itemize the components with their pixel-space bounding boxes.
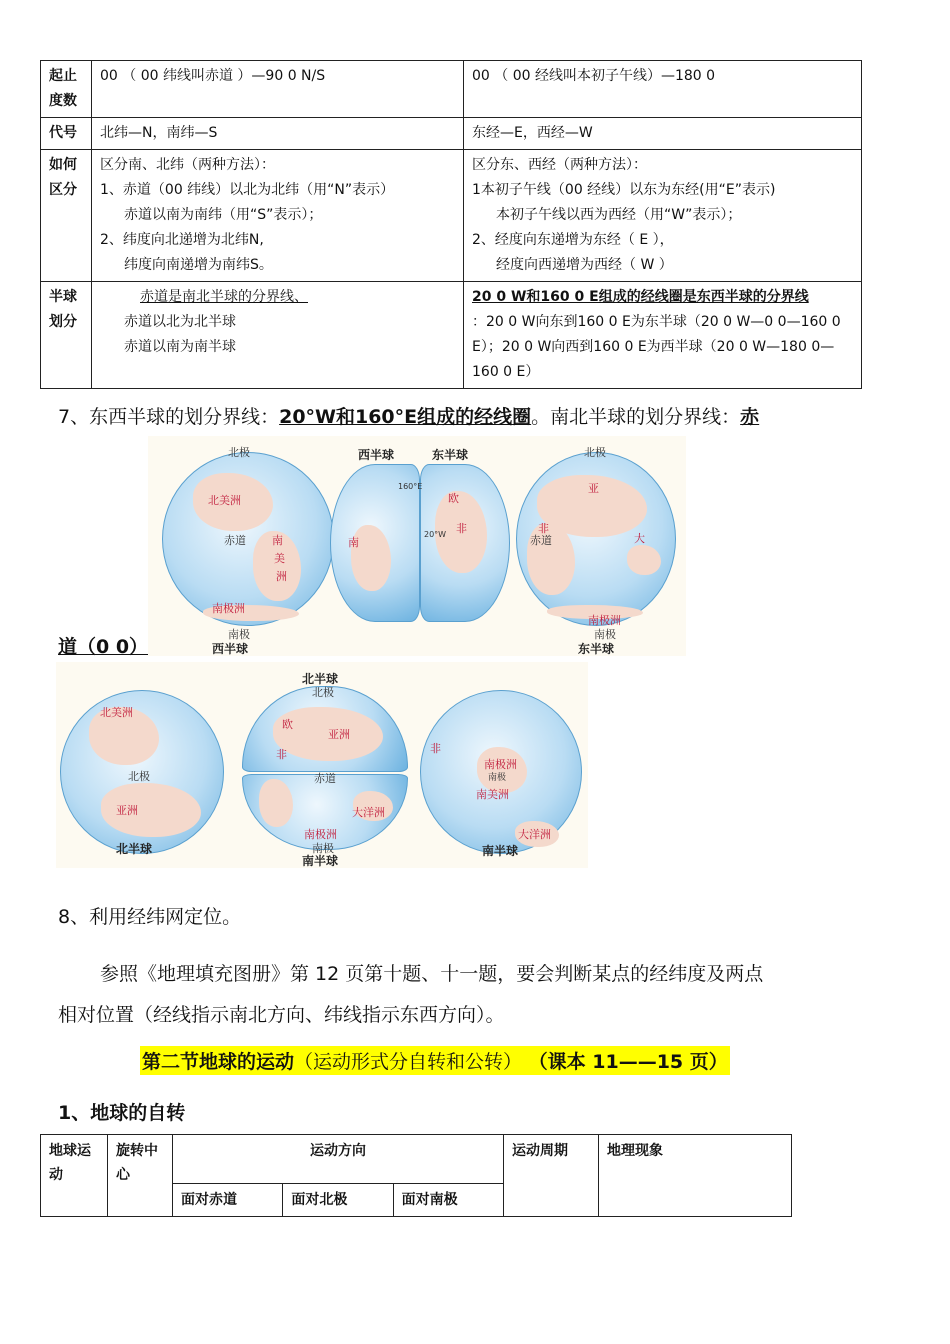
row-head: 起止度数	[41, 61, 92, 118]
item-8-title: 8、利用经纬网定位。	[58, 906, 242, 928]
header-motion: 地球运动	[41, 1135, 108, 1217]
text-line: 经度向西递增为西经（ W ）	[496, 257, 673, 273]
east-west-hemisphere-figure	[148, 436, 686, 656]
label-antarctica: 南极洲	[304, 828, 337, 841]
lat-cell	[92, 282, 464, 389]
header-center: 旋转中心	[108, 1135, 173, 1217]
label-africa: 非	[276, 748, 287, 761]
text-line: 赤道以南为南半球	[124, 339, 236, 355]
label-20w: 20°W	[424, 530, 447, 539]
latitude-longitude-table	[40, 60, 862, 389]
label-north-pole-globe: 北极	[128, 770, 150, 783]
label-east-hemisphere-bottom: 东半球	[578, 642, 615, 656]
text-line: 2、经度向东递增为东经（ E ），	[472, 232, 674, 248]
label-south-pole-globe: 南极	[488, 773, 507, 783]
half-globe-east	[420, 464, 510, 622]
item-8-paragraph: 参照《地理填充图册》第 12 页第十题、十一题，要会判断某点的经纬度及两点	[100, 963, 764, 985]
label-oceania: 大洋洲	[352, 806, 385, 819]
label-antarctica-south: 南极洲	[484, 758, 517, 771]
lon-cell: 东经—E，西经—W	[464, 118, 862, 150]
label-equator-east: 赤道	[530, 534, 552, 547]
row-head: 代号	[41, 118, 92, 150]
lon-cell	[464, 282, 862, 389]
text-line: 20 0 W和160 0 E组成的经线圈是东西半球的分界线	[472, 289, 809, 305]
text-line: 2、纬度向北递增为北纬N,	[100, 232, 264, 248]
label-asia: 亚洲	[328, 728, 350, 741]
label-south-2: 美	[274, 552, 285, 565]
sub-face-south: 面对南极	[393, 1184, 503, 1217]
item-7	[58, 402, 759, 429]
lat-cell	[92, 150, 464, 282]
label-equator: 赤道	[314, 772, 336, 785]
land-south-america	[259, 779, 293, 827]
label-south-pole-east: 南极	[594, 628, 616, 641]
item-7-mid: 。南北半球的划分界线：	[531, 406, 741, 428]
label-west-hemisphere-bottom: 西半球	[212, 642, 249, 656]
label-east-hemisphere: 东半球	[432, 448, 469, 462]
item-7-bold2: 赤	[740, 406, 760, 428]
north-south-hemisphere-figure	[56, 662, 588, 868]
globe-west	[162, 452, 334, 626]
label-south-1: 南	[272, 534, 283, 547]
text-line: 赤道以北为北半球	[124, 314, 236, 330]
label-160e: 160°E	[398, 482, 423, 491]
row-head: 半球划分	[41, 282, 92, 389]
label-africa: 非	[456, 522, 467, 535]
label-asia: 亚	[588, 482, 599, 495]
label-antarctica: 南极洲	[212, 602, 245, 615]
label-south-half: 南	[348, 536, 359, 549]
label-south-3: 洲	[276, 570, 287, 583]
label-north-hemisphere-left: 北半球	[116, 842, 153, 856]
item-7-prefix: 7、东西半球的划分界线：	[58, 406, 280, 428]
text-line: 区分东、西经（两种方法）：	[472, 157, 647, 173]
lon-cell	[464, 150, 862, 282]
label-oceania-south: 大洋洲	[518, 828, 551, 841]
land-oceania	[627, 545, 661, 575]
text-line: 赤道以南为南纬（用“S”表示）；	[124, 207, 323, 223]
label-eurasia: 亚洲	[116, 804, 138, 817]
table-row	[41, 61, 862, 118]
label-africa-south: 非	[430, 742, 441, 755]
lat-cell: 00 （ 00 纬线叫赤道 ）—90 0 N/S	[92, 61, 464, 118]
label-south-hemisphere: 南半球	[302, 854, 339, 868]
header-phenomena: 地理现象	[599, 1135, 792, 1217]
header-period: 运动周期	[504, 1135, 599, 1217]
row-head: 如何区分	[41, 150, 92, 282]
lon-cell: 00 （ 00 经线叫本初子午线）—180 0	[464, 61, 862, 118]
label-north-america: 北美洲	[208, 494, 241, 507]
label-north-pole: 北极	[228, 446, 250, 459]
label-antarctica-east: 南极洲	[588, 614, 621, 627]
sub-face-north: 面对北极	[283, 1184, 393, 1217]
rotation-table	[40, 1134, 792, 1217]
label-africa-east: 非	[538, 522, 549, 535]
label-south-pole: 南极	[312, 842, 334, 855]
header-direction: 运动方向	[173, 1135, 504, 1184]
text-line: 区分南、北纬（两种方法）：	[100, 157, 275, 173]
label-europe: 欧	[282, 718, 293, 731]
label-north-america: 北美洲	[100, 706, 133, 719]
table-row	[41, 1135, 792, 1184]
label-north-pole-east: 北极	[584, 446, 606, 459]
label-south-hemisphere-right: 南半球	[482, 844, 519, 858]
text-line: 纬度向南递增为南纬S。	[124, 257, 273, 273]
table-row	[41, 118, 862, 150]
label-north-hemisphere: 北半球	[302, 672, 339, 686]
section-2-heading	[140, 1046, 730, 1075]
label-south-america: 南美洲	[476, 788, 509, 801]
label-west-hemisphere: 西半球	[358, 448, 395, 462]
lat-cell: 北纬—N，南纬—S	[92, 118, 464, 150]
section-2-paren: （运动形式分自转和公转）	[294, 1051, 523, 1073]
text-line: 1、赤道（00 纬线）以北为北纬（用“N”表示）	[100, 182, 395, 198]
rotation-heading: 1、地球的自转	[58, 1102, 186, 1124]
label-south-pole: 南极	[228, 628, 250, 641]
label-oceania: 大	[634, 532, 645, 545]
text-line: 本初子午线以西为西经（用“W”表示）；	[496, 207, 742, 223]
text-line: ：20 0 W向东到160 0 E为东半球（20 0 W—0 0—160 0 E）；20 0 W向西到160 0 E为西半球（20 0 W—180 0—160 0 E）	[472, 314, 841, 380]
item-7-cont: 道（0 0）	[58, 636, 149, 658]
section-2-title: 第二节地球的运动	[142, 1051, 295, 1073]
table-row	[41, 282, 862, 389]
text-line: 赤道是南北半球的分界线、	[140, 289, 308, 305]
item-7-bold1: 20°W和160°E组成的经线圈	[279, 406, 532, 428]
label-equator: 赤道	[224, 534, 246, 547]
label-north-pole: 北极	[312, 686, 334, 699]
label-europe: 欧	[448, 492, 459, 505]
item-8-paragraph-cont: 相对位置（经线指示南北方向、纬线指示东西方向）。	[58, 1004, 505, 1026]
table-row	[41, 150, 862, 282]
sub-face-equator: 面对赤道	[173, 1184, 283, 1217]
text-line: 1本初子午线（00 经线）以东为东经(用“E”表示)	[472, 182, 776, 198]
section-2-ref: （课本 11——15 页）	[528, 1051, 728, 1073]
